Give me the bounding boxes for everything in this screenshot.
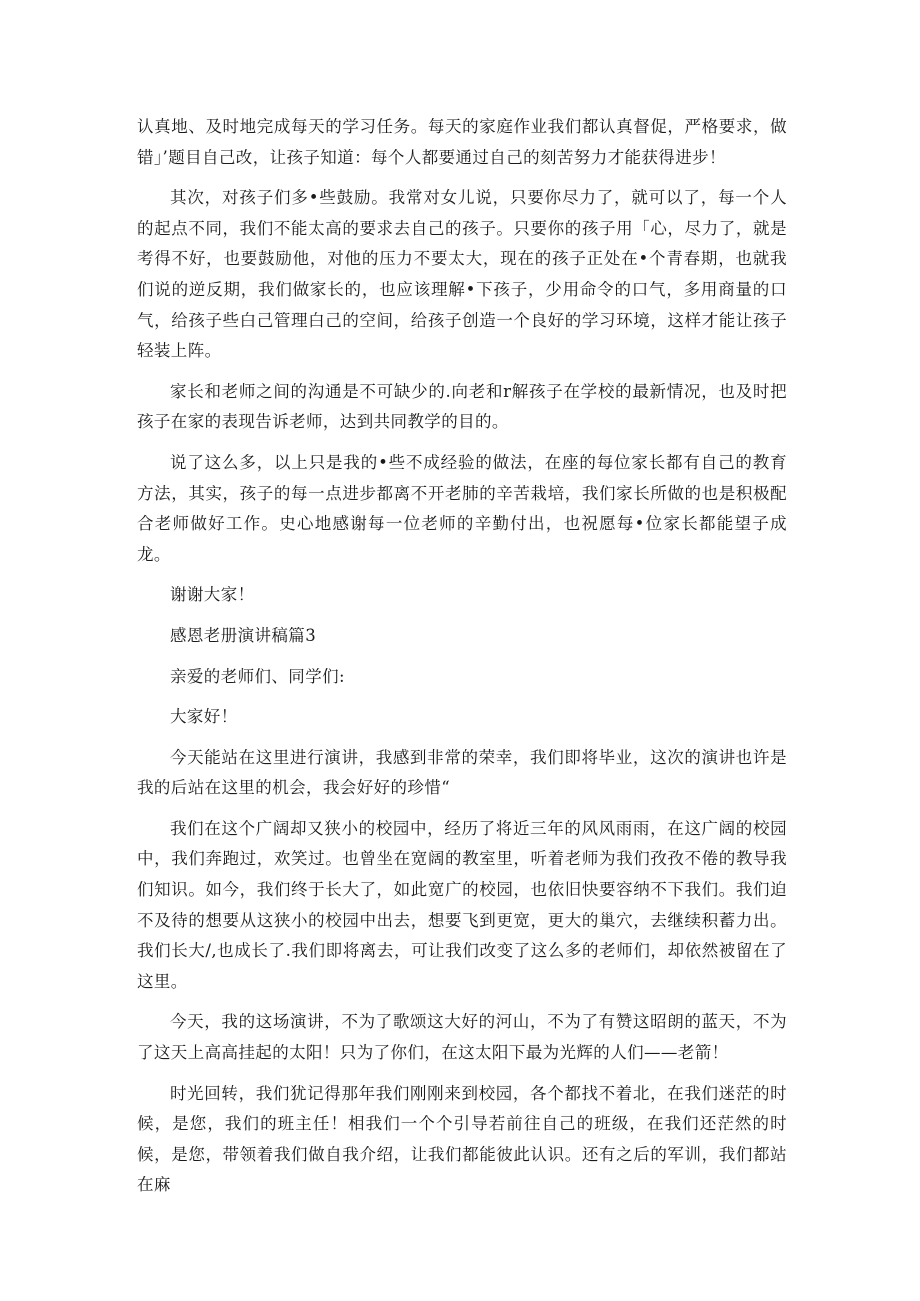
- paragraph: 今天，我的这场演讲，不为了歌颂这大好的河山，不为了有赞这昭朗的蓝天，不为了这天上高高挂起的太阳！只为了你们，在这太阳下最为光辉的人们——老箭！: [137, 1012, 787, 1063]
- paragraph: 认真地、及时地完成每天的学习任务。每天的家庭作业我们都认真督促，严格要求，做错」’题目自己改，让孩子知道：每个人都要通过自己的刻苦努力才能获得进步！: [137, 117, 787, 167]
- paragraph: 家长和老师之间的沟通是不可缺少的.向老和r解孩子在学校的最新情况，也及时把孩子在家的表现告诉老师，达到共同教学的目的。: [137, 381, 787, 432]
- paragraph: 时光回转，我们犹记得那年我们刚刚来到校园，各个都找不着北，在我们迷茫的时候，是您，我们的班主任！相我们一个个引导若前往自己的班级，在我们还茫然的时候，是您，带领着我们做自我介绍，让我们都能彼此认识。还有之后的军训，我们都站在麻: [137, 1083, 787, 1195]
- paragraph: 其次，对孩子们多•些鼓励。我常对女儿说，只要你尽力了，就可以了，每一个人的起点不同，我们不能太高的要求去自己的孩子。只要你的孩子用「心，尽力了，就是考得不好，也要鼓励他，对他的压力不要太大，现在的孩子正处在•个青春期，也就我们说的逆反期，我们做家长的，也应该理解•下孩子，少用命令的口气，多用商量的口气，给孩子些白己管理白己的空间，给孩子创造一个良好的学习环境，这样才能让孩子轻装上阵。: [137, 188, 787, 361]
- paragraph: 说了这么多，以上只是我的•些不成经验的做法，在座的每位家长都有自己的教育方法，其实，孩子的每一点进步都离不开老肺的辛苦栽培，我们家长所做的也是积极配合老师做好工作。史心地感谢每一位老师的辛勤付出，也祝愿每•位家长都能望子成龙。: [137, 452, 787, 564]
- paragraph: 今天能站在这里进行演讲，我感到非常的荣幸，我们即将毕业，这次的演讲也许是我的后站在这里的机会，我会好好的珍惜“: [137, 747, 787, 798]
- section-title: 感恩老册演讲稿篇3: [170, 625, 317, 645]
- paragraph: 我们在这个广阔却又狭小的校园中，经历了将近三年的风风雨雨，在这广阔的校园中，我们奔跑过，欢笑过。也曾坐在宽阔的教室里，听着老师为我们孜孜不倦的教导我们知识。如今，我们终于长大了，如此宽广的校园，也依旧快要容纳不下我们。我们迫不及待的想要从这狭小的校园中出去，想要飞到更宽，更大的巢穴，去继续积蓄力出。我们长大/,也成长了.我们即将离去，可让我们改变了这么多的老师们，却依然被留在了这里。: [137, 818, 787, 991]
- greeting: 大家好！: [170, 707, 238, 727]
- closing-thanks: 谢谢大家！: [170, 585, 255, 605]
- document-page: [137, 112, 787, 1211]
- salutation: 亲爱的老师们、同学们:: [170, 666, 345, 686]
